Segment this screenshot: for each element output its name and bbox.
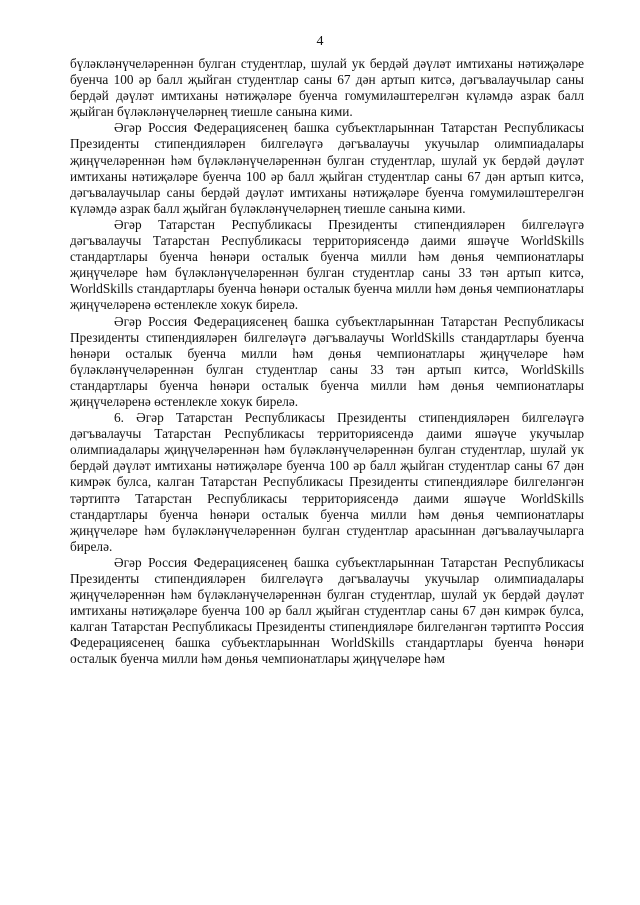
paragraph-4: Әгәр Россия Федерациясенең башка субъектларыннан Татарстан Республикасы Президенты стипендияләрен билгеләүгә дәгъвалаучы WorldSkills стандартлары буенча һөнәри осталык буенча милли һәм дөнья чемпионатлары җиңүчеләре һәм бүләкләнүчеләреннән булган студентлар саны 33 тән артып китсә, WorldSkills стандартлары буенча һөнәри осталык буенча милли һәм дөнья чемпионатлары җиңүчеләренә өстенлекле хокук бирелә. [70, 313, 584, 409]
paragraph-6: Әгәр Россия Федерациясенең башка субъектларыннан Татарстан Республикасы Президенты стипендияләрен билгеләүгә дәгъвалаучы укучылар олимпиадалары җиңүчеләреннән һәм бүләкләнүчеләреннән булган студентлар, шулай ук бердәй дәүләт имтиханы нәтиҗәләре буенча 100 әр балл җыйган студентлар саны 67 дән кимрәк булса, калган Татарстан Республикасы Президенты стипендияләре билгеләнгән тәртиптә Россия Федерациясенең башка субъектларыннан WorldSkills стандартлары буенча һөнәри осталык буенча милли һәм дөнья чемпионатлары җиңүчеләре һәм [70, 554, 584, 667]
paragraph-1: бүләкләнүчеләреннән булган студентлар, шулай ук бердәй дәүләт имтиханы нәтиҗәләре буенча 100 әр балл җыйган студентлар саны 67 дән артып китсә, дәгъвалаучылар саны бердәй дәүләт имтиханы нәтиҗәләре буенча гомумиләштерелгән күләмдә азрак балл җыйган бүләкләнүчеләрнең тиешле санына кими. [70, 56, 584, 120]
paragraph-2: Әгәр Россия Федерациясенең башка субъектларыннан Татарстан Республикасы Президенты стипендияләрен билгеләүгә дәгъвалаучы укучылар олимпиадалары җиңүчеләреннән һәм бүләкләнүчеләреннән булган студентлар, шулай ук бердәй дәүләт имтиханы нәтиҗәләре буенча 100 әр балл җыйган студентлар саны 67 дән артып китсә, дәгъвалаучылар саны бердәй дәүләт имтиханы нәтиҗәләре буенча гомумиләштерелгән күләмдә азрак балл җыйган бүләкләнүчеләрнең тиешле санына кими. [70, 120, 584, 216]
document-body [70, 56, 584, 668]
paragraph-5: 6. Әгәр Татарстан Республикасы Президенты стипендияләрен билгеләүгә дәгъвалаучы Татарстан Республикасы территориясендә даими яшәүче укучылар олимпиадалары җиңүчеләреннән һәм бүләкләнүчеләреннән булган студентлар, шулай ук бердәй дәүләт имтиханы нәтиҗәләре буенча 100 әр балл җыйган студентлар саны 67 дән кимрәк булса, калган Татарстан Республикасы Президенты стипендияләре билгеләнгән тәртиптә Татарстан Республикасы территориясендә даими яшәүче WorldSkills стандартлары буенча һөнәри осталык буенча милли һәм дөнья чемпионатлары җиңүчеләре һәм бүләкләнүчеләреннән булган студентлар арасыннан дәгъвалаучыларга бирелә. [70, 410, 584, 554]
page-number: 4 [316, 34, 324, 49]
paragraph-3: Әгәр Татарстан Республикасы Президенты стипендияләрен билгеләүгә дәгъвалаучы Татарстан Республикасы территориясендә даими яшәүче WorldSkills стандартлары буенча һөнәри осталык буенча милли һәм дөнья чемпионатлары җиңүчеләре һәм бүләкләнүчеләреннән булган студентлар саны 33 тән артып китсә, WorldSkills стандартлары буенча һөнәри осталык буенча милли һәм дөнья чемпионатлары җиңүчеләренә өстенлекле хокук бирелә. [70, 216, 584, 313]
